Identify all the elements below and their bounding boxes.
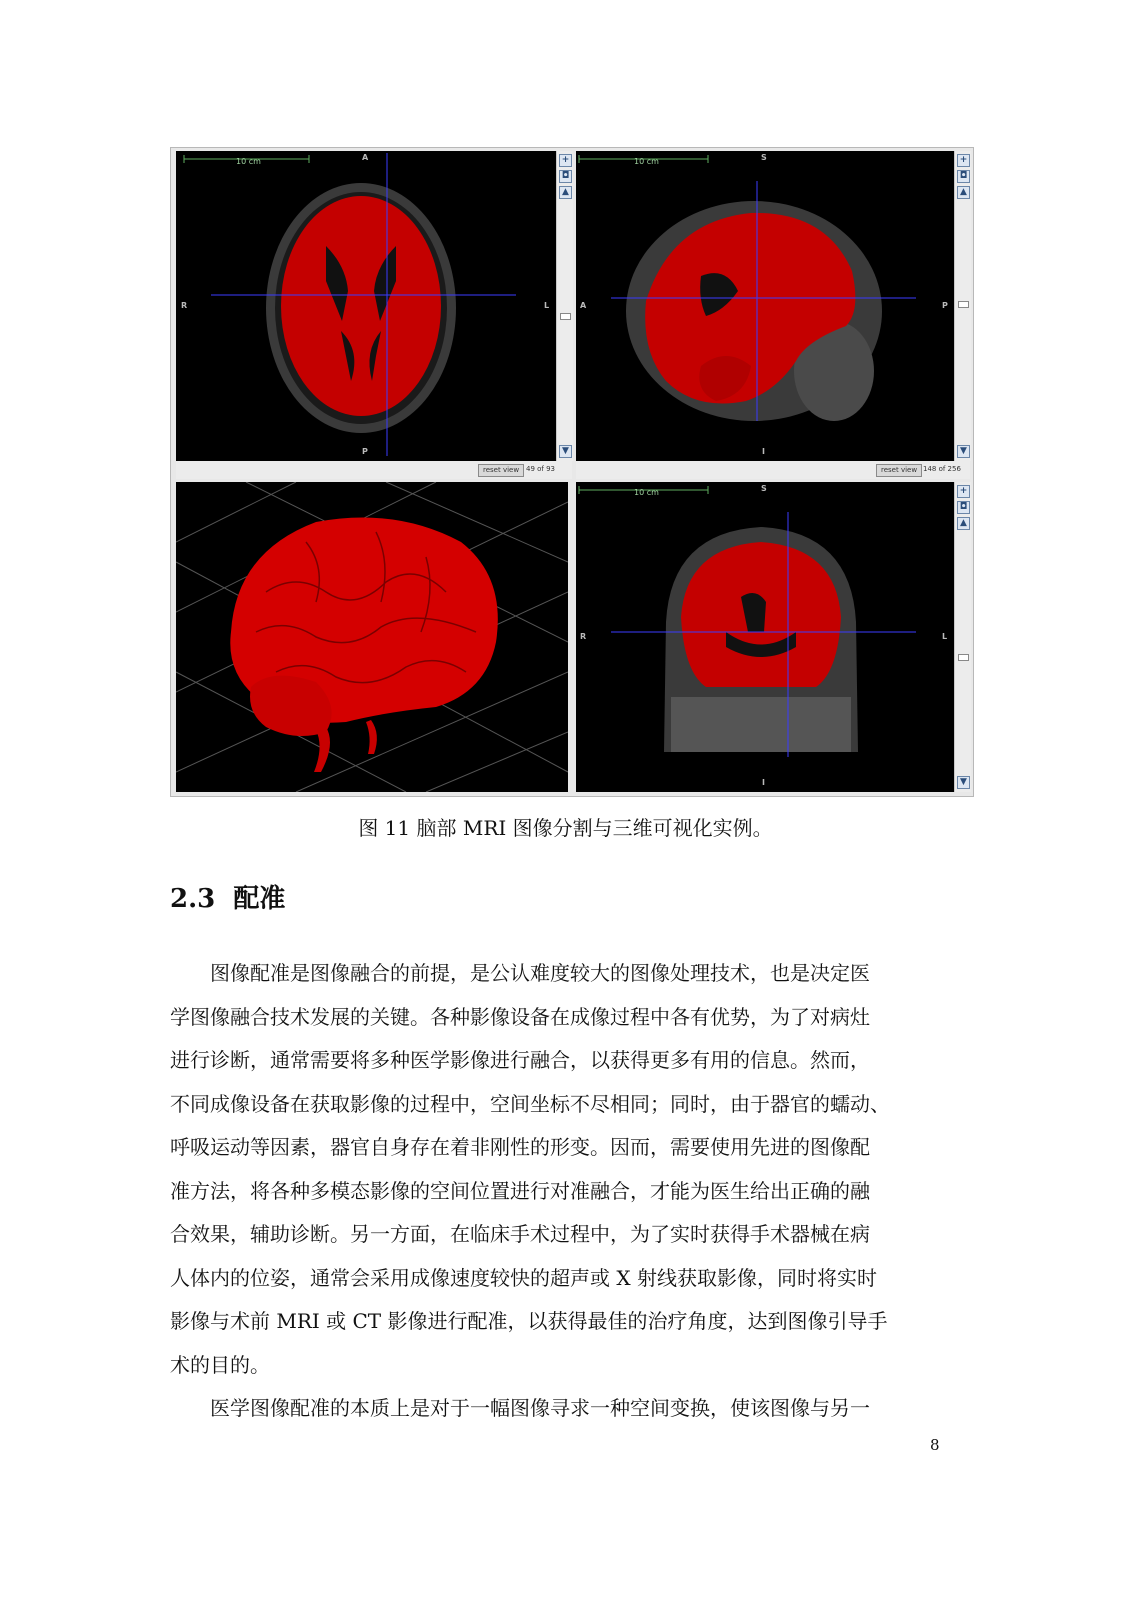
axial-view[interactable]	[176, 151, 556, 461]
text-line: 进行诊断，通常需要将多种医学影像进行融合，以获得更多有用的信息。然而，	[170, 1048, 870, 1072]
coronal-image	[576, 482, 954, 792]
section-heading	[170, 878, 285, 915]
slice-slider-thumb[interactable]	[958, 654, 969, 661]
snapshot-icon[interactable]: ◘	[559, 170, 572, 183]
text-line: 术的目的。	[170, 1352, 270, 1377]
paragraph-2	[170, 1387, 940, 1431]
scroll-up-icon[interactable]: ▲	[957, 186, 970, 199]
dir-right: L	[544, 301, 550, 310]
dir-bottom: P	[362, 447, 368, 456]
3d-render-view[interactable]	[176, 482, 568, 792]
dir-left: R	[580, 632, 587, 641]
zoom-in-icon[interactable]: +	[957, 154, 970, 167]
slice-indicator: 148 of 256	[923, 465, 961, 473]
coronal-view[interactable]	[576, 482, 954, 792]
zoom-in-icon[interactable]: +	[957, 485, 970, 498]
3d-brain-render	[176, 482, 568, 792]
section-title: 配准	[233, 884, 286, 914]
text-line: 准方法，将各种多模态影像的空间位置进行对准融合，才能为医生给出正确的融	[170, 1178, 870, 1203]
coronal-toolbar	[954, 482, 971, 792]
dir-left: A	[580, 301, 587, 310]
dir-top: A	[362, 153, 369, 162]
page-number: 8	[930, 1436, 940, 1454]
text-line: 不同成像设备在获取影像的过程中，空间坐标不尽相同；同时，由于器官的蠕动、	[170, 1091, 890, 1116]
sagittal-toolbar	[954, 151, 971, 461]
figure-caption: 图 11 脑部 MRI 图像分割与三维可视化实例。	[358, 816, 773, 840]
text-line: 学图像融合技术发展的关键。各种影像设备在成像过程中各有优势，为了对病灶	[170, 1004, 870, 1029]
reset-view-button[interactable]: reset view	[478, 464, 524, 477]
snapshot-icon[interactable]: ◘	[957, 501, 970, 514]
scroll-down-icon[interactable]: ▼	[559, 445, 572, 458]
scale-label: 10 cm	[236, 157, 261, 166]
figure-11	[170, 147, 974, 797]
scroll-down-icon[interactable]: ▼	[957, 445, 970, 458]
axial-status-bar	[176, 461, 572, 479]
scale-label: 10 cm	[634, 157, 659, 166]
text-line: 影像与术前 MRI 或 CT 影像进行配准，以获得最佳的治疗角度，达到图像引导手	[170, 1309, 888, 1333]
text-line: 呼吸运动等因素，器官自身存在着非刚性的形变。因而，需要使用先进的图像配	[170, 1135, 870, 1159]
dir-bottom: I	[762, 778, 765, 787]
text-line: 人体内的位姿，通常会采用成像速度较快的超声或 X 射线获取影像，同时将实时	[170, 1265, 877, 1290]
sagittal-status-bar	[576, 461, 970, 479]
slice-slider-thumb[interactable]	[958, 301, 969, 308]
dir-bottom: I	[762, 447, 765, 456]
dir-top: S	[761, 484, 767, 493]
text-line: 图像配准是图像融合的前提，是公认难度较大的图像处理技术，也是决定医	[170, 961, 870, 985]
text-line: 合效果，辅助诊断。另一方面，在临床手术过程中，为了实时获得手术器械在病	[170, 1222, 870, 1246]
zoom-in-icon[interactable]: +	[559, 154, 572, 167]
sagittal-image	[576, 151, 954, 461]
scroll-up-icon[interactable]: ▲	[957, 517, 970, 530]
text-line: 医学图像配准的本质上是对于一幅图像寻求一种空间变换，使该图像与另一	[170, 1396, 870, 1420]
sagittal-view[interactable]	[576, 151, 954, 461]
scale-label: 10 cm	[634, 488, 659, 497]
axial-toolbar	[556, 151, 573, 461]
axial-image	[176, 151, 556, 461]
dir-left: R	[181, 301, 188, 310]
dir-top: S	[761, 153, 767, 162]
paragraph-1	[170, 952, 940, 1387]
dir-right: P	[942, 301, 948, 310]
snapshot-icon[interactable]: ◘	[957, 170, 970, 183]
slice-slider-thumb[interactable]	[560, 313, 571, 320]
slice-indicator: 49 of 93	[526, 465, 556, 473]
scroll-down-icon[interactable]: ▼	[957, 776, 970, 789]
reset-view-button[interactable]: reset view	[876, 464, 922, 477]
section-number: 2.3	[170, 884, 216, 914]
scroll-up-icon[interactable]: ▲	[559, 186, 572, 199]
dir-right: L	[942, 632, 948, 641]
